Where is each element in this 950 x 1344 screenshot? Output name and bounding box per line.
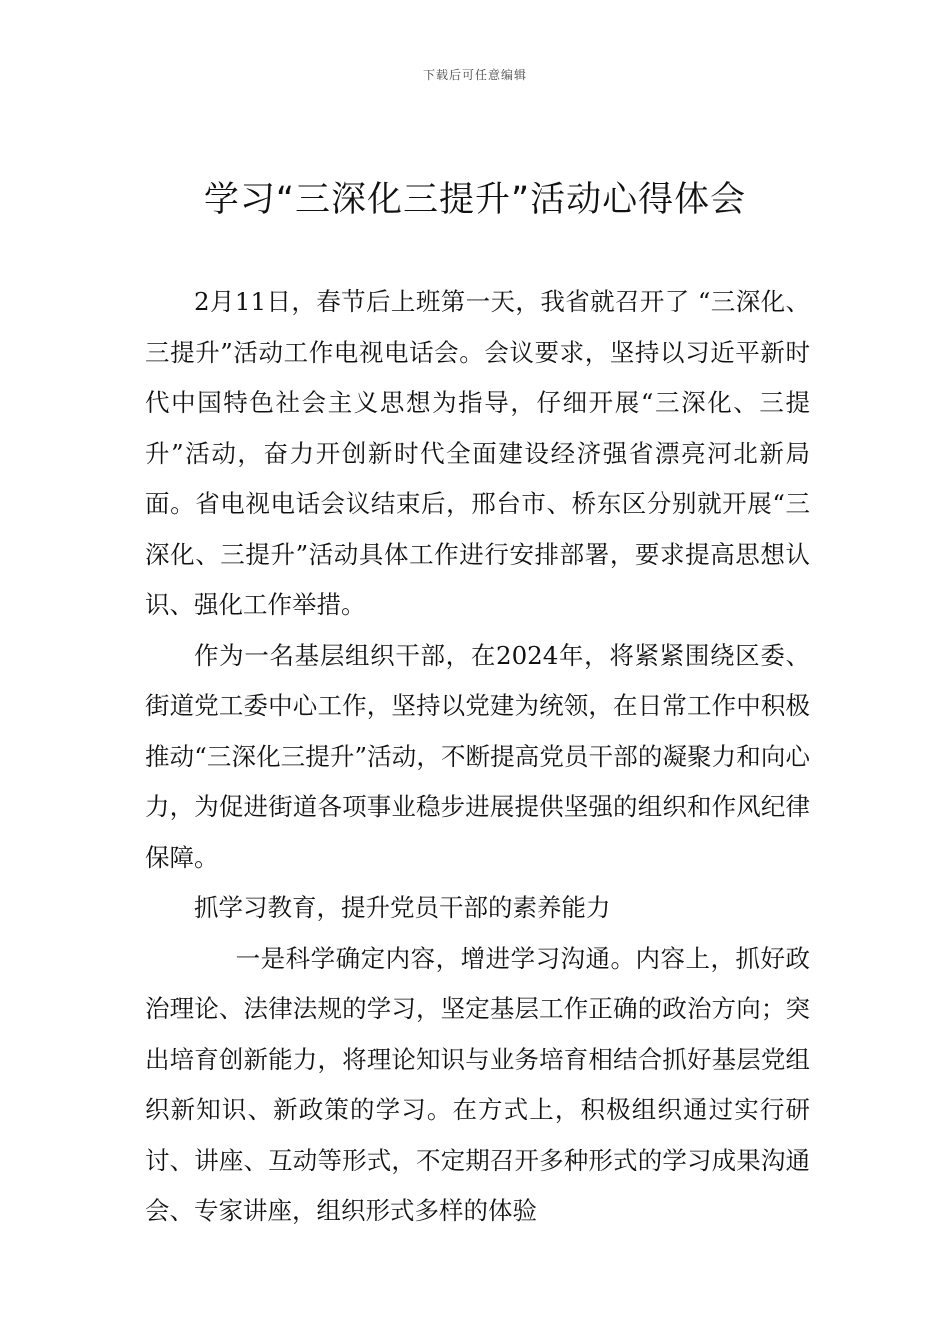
header-note: 下载后可任意编辑 xyxy=(422,68,527,82)
paragraph-role: 作为一名基层组织干部，在2024年，将紧紧围绕区委、街道党工委中心工作，坚持以党建为统领，在日常工作中积极推动“三深化三提升”活动，不断提高党员干部的凝聚力和向心力，为促进街道各项事业稳步进展提供坚强的组织和作风纪律保障。 xyxy=(145,640,810,872)
paragraph-study: 一是科学确定内容，增进学习沟通。内容上，抓好政治理论、法律法规的学习，坚定基层工作正确的政治方向；突出培育创新能力，将理论知识与业务培育相结合抓好基层党组织新知识、新政策的学习。在方式上，积极组织通过实行研讨、讲座、互动等形式，不定期召开多种形式的学习成果沟通会、专家讲座，组织形式多样的体验 xyxy=(145,943,810,1225)
paragraph-meeting: 2月11日，春节后上班第一天，我省就召开了 “三深化、三提升”活动工作电视电话会。会议要求，坚持以习近平新时代中国特色社会主义思想为指导，仔细开展“三深化、三提升”活动，奋力开创新时代全面建设经济强省漂亮河北新局面。省电视电话会议结束后，邢台市、桥东区分别就开展“三深化、三提升”活动具体工作进行安排部署，要求提高思想认识、强化工作举措。 xyxy=(145,287,810,619)
document-body xyxy=(145,277,810,1237)
document-title: 学习“三深化三提升”活动心得体会 xyxy=(203,180,747,220)
section-heading: 抓学习教育，提升党员干部的素养能力 xyxy=(194,893,611,922)
